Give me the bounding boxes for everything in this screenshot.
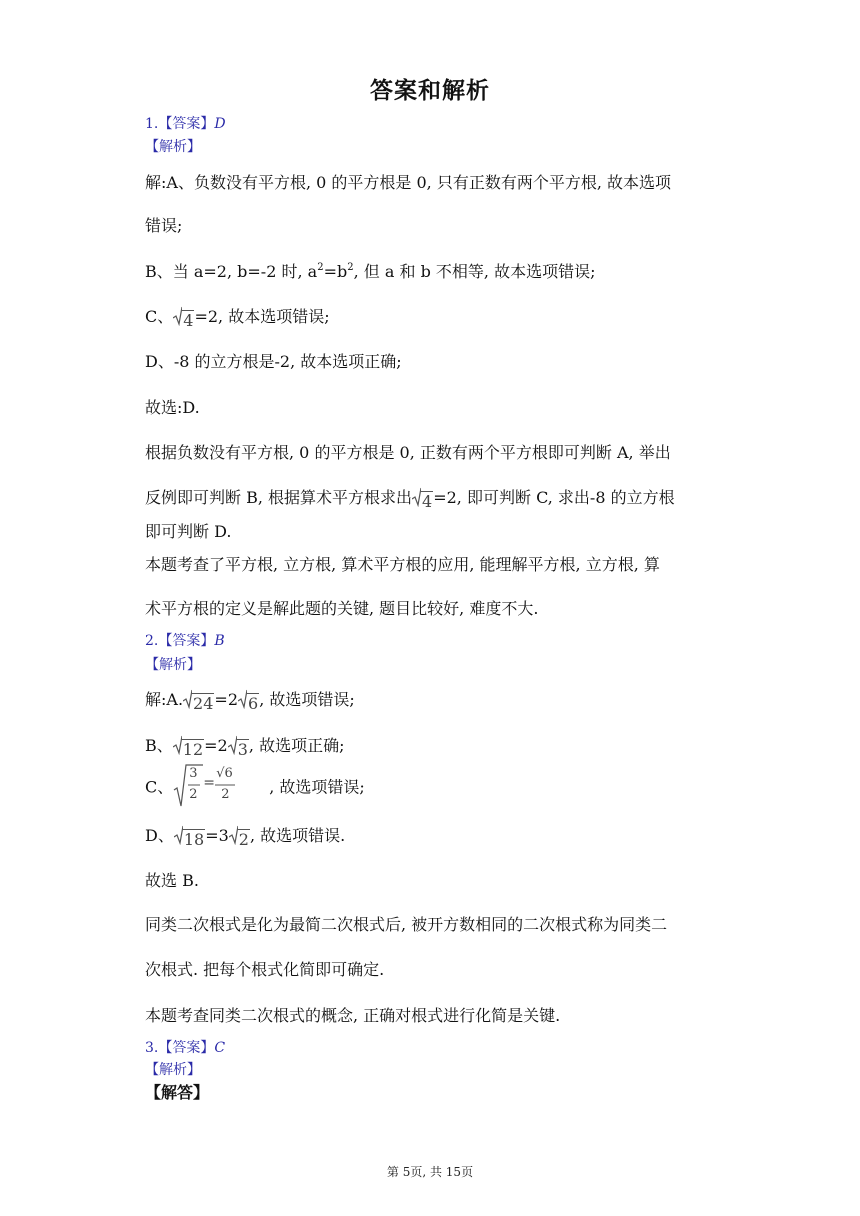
q2-frac-num2: √6 [216, 766, 233, 781]
q2-line-2 [145, 733, 344, 759]
q1-line-10: 本题考查了平方根, 立方根, 算术平方根的应用, 能理解平方根, 立方根, 算 [145, 555, 660, 574]
q2-line-4b: =3 [205, 826, 229, 845]
q3-solution-label: 【解答】 [145, 1083, 210, 1102]
q1-answer: D [214, 116, 226, 132]
q2-line-4c: , 故选项错误. [249, 826, 346, 845]
q1-line-7: 根据负数没有平方根, 0 的平方根是 0, 正数有两个平方根即可判断 A, 举出 [145, 443, 671, 462]
q1-analysis-label: 【解析】 [145, 139, 201, 155]
q1-line-2: 错误; [145, 216, 183, 235]
sqrt-3 [228, 735, 249, 759]
q2-radicand-1b: 6 [248, 694, 259, 713]
q1-line-3c: , 但 a 和 b 不相等, 故本选项错误; [353, 262, 596, 281]
sqrt-4 [173, 306, 194, 330]
radical-sign-icon [412, 487, 421, 507]
q2-frac-den2: 2 [221, 787, 230, 802]
q2-frac-den: 2 [189, 787, 198, 802]
radical-sign-icon [173, 735, 182, 755]
radical-sign-icon [238, 689, 247, 709]
radical-sign-icon [228, 735, 237, 755]
radical-sign-icon [173, 306, 182, 326]
sqrt-12 [173, 735, 204, 759]
q2-analysis-label: 【解析】 [145, 657, 201, 673]
q2-line-5: 故选 B. [145, 871, 199, 890]
q2-line-1 [145, 687, 355, 713]
q1-line-4b: =2, 故本选项错误; [194, 307, 330, 326]
q1-line-4 [145, 304, 330, 330]
sqrt-18 [174, 825, 205, 849]
radical-sign-icon [174, 825, 183, 845]
radical-sign-icon [183, 689, 192, 709]
q2-radicand-4b: 2 [238, 830, 249, 849]
q2-frac-eq: = [203, 775, 215, 791]
q2-line-7: 次根式. 把每个根式化简即可确定. [145, 960, 385, 979]
q1-sup-1: 2 [317, 262, 324, 273]
q2-line-1b: =2 [214, 690, 238, 709]
sqrt-2 [229, 825, 250, 849]
q2-frac-num: 3 [189, 766, 198, 781]
sqrt-6 [238, 689, 259, 713]
q2-line-3 [145, 764, 365, 808]
radical-sign-icon [229, 825, 238, 845]
q1-line-3a: B、当 a=2, b=-2 时, a [145, 262, 318, 281]
q2-answer-line [145, 630, 225, 650]
q2-line-6: 同类二次根式是化为最简二次根式后, 被开方数相同的二次根式称为同类二 [145, 915, 668, 934]
q1-line-11: 术平方根的定义是解此题的关键, 题目比较好, 难度不大. [145, 599, 539, 618]
q2-line-1c: , 故选项错误; [259, 690, 355, 709]
sqrt-24 [183, 689, 214, 713]
q2-line-2a: B、 [145, 736, 173, 755]
q1-line-5: D、-8 的立方根是-2, 故本选项正确; [145, 352, 402, 371]
q1-answer-line [145, 113, 226, 133]
q2-line-2b: =2 [204, 736, 228, 755]
page-title: 答案和解析 [370, 78, 490, 104]
q1-line-3 [145, 259, 595, 282]
q1-answer-prefix: 1.【答案】 [145, 116, 215, 132]
q3-answer-line [145, 1037, 225, 1057]
q2-line-8: 本题考查同类二次根式的概念, 正确对根式进行化简是关键. [145, 1006, 561, 1025]
q2-line-3a: C、 [145, 777, 174, 797]
q2-line-2c: , 故选项正确; [248, 736, 345, 755]
q1-line-8b: =2, 即可判断 C, 求出-8 的立方根 [433, 488, 675, 507]
q2-line-4 [145, 823, 345, 849]
q2-line-4a: D、 [145, 826, 174, 845]
q2-line-3c: , 故选项错误; [269, 777, 365, 797]
q1-radicand: 4 [183, 311, 194, 330]
q1-sup-2: 2 [347, 262, 354, 273]
q1-line-4a: C、 [145, 307, 174, 326]
q2-line-1a: 解:A. [145, 690, 184, 709]
q3-analysis-label: 【解析】 [145, 1062, 201, 1078]
q3-answer: C [214, 1040, 226, 1056]
q2-answer-prefix: 2.【答案】 [145, 633, 215, 649]
q1-line-6: 故选:D. [145, 398, 200, 417]
q1-line-8a: 反例即可判断 B, 根据算术平方根求出 [145, 488, 413, 507]
sqrt-4-b [412, 487, 433, 511]
q3-answer-prefix: 3.【答案】 [145, 1040, 215, 1056]
page-footer: 第 5页, 共 15页 [386, 1165, 474, 1179]
q2-answer: B [214, 633, 225, 649]
q2-radicand-2: 12 [182, 740, 204, 759]
q1-line-8 [145, 485, 675, 511]
q1-line-9: 即可判断 D. [145, 522, 232, 541]
q2-radicand-2b: 3 [237, 740, 248, 759]
q1-line-1: 解:A、负数没有平方根, 0 的平方根是 0, 只有正数有两个平方根, 故本选项 [145, 173, 671, 192]
q1-line-3b: =b [323, 262, 348, 281]
q2-radicand-1: 24 [193, 694, 214, 713]
q2-radicand-4: 18 [183, 830, 205, 849]
sqrt-fraction-expression [173, 764, 269, 808]
q1-radicand-b: 4 [422, 492, 433, 511]
